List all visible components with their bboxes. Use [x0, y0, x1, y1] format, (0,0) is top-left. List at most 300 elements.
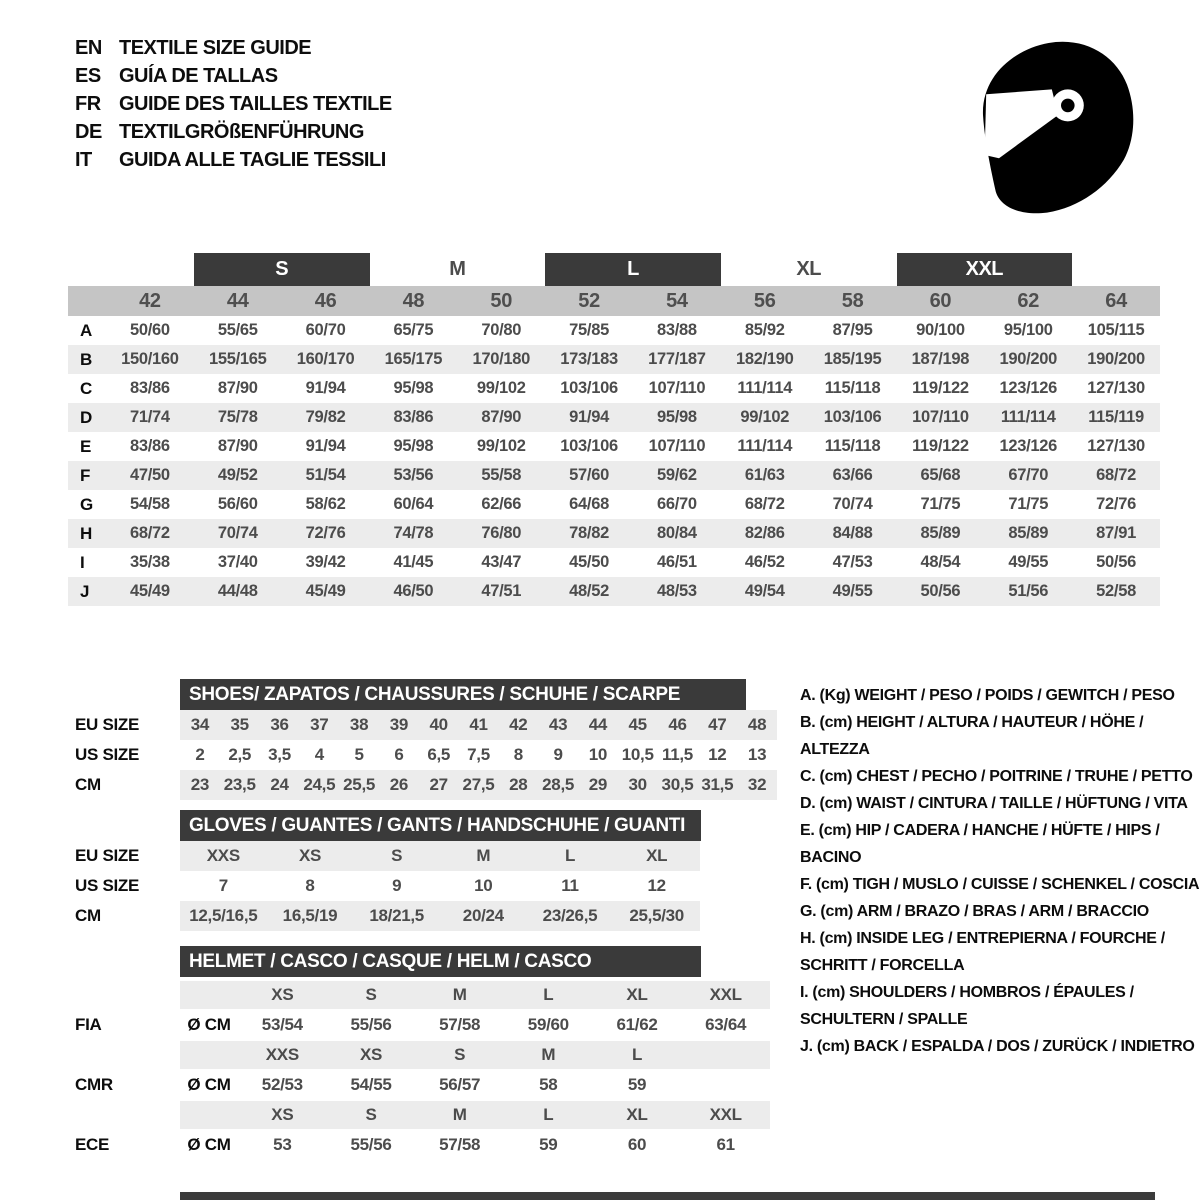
measure-value: 50/56	[920, 582, 961, 600]
measure-value: 55/58	[481, 466, 522, 484]
helmet-size: XS	[271, 1105, 294, 1124]
numeric-size: 44	[226, 289, 249, 312]
measure-value: 56/60	[217, 495, 258, 513]
helmet-value: 57/58	[439, 1135, 481, 1154]
measure-value: 115/118	[824, 437, 881, 455]
measure-value: 182/190	[735, 350, 794, 368]
measure-value: 59/62	[657, 466, 697, 484]
helmet-value: 63/64	[705, 1015, 747, 1034]
size-value: 23	[190, 775, 210, 794]
helmet-cmr-sizes-row	[180, 1041, 770, 1069]
measure-value: 83/86	[130, 379, 170, 397]
size-value: 38	[349, 715, 369, 734]
size-value: 25,5	[343, 775, 376, 794]
size-group-xl: XL	[796, 258, 821, 280]
measure-row-letter: B	[80, 349, 93, 369]
measure-value: 99/102	[476, 379, 526, 397]
size-value: 28	[509, 775, 528, 794]
legend-item: J. (cm) BACK / ESPALDA / DOS / ZURÜCK / INDIETRO	[800, 1038, 1195, 1055]
helmet-value: 52/53	[261, 1075, 303, 1094]
size-value: 44	[588, 715, 608, 734]
numeric-size: 48	[402, 289, 425, 312]
measure-value: 103/106	[560, 437, 618, 455]
measure-value: 87/95	[832, 321, 873, 339]
measure-value: 150/160	[121, 350, 179, 368]
measure-value: 70/74	[217, 524, 258, 542]
language-title: GUIDE DES TAILLES TEXTILE	[119, 92, 392, 115]
measure-value: 46/51	[657, 553, 697, 571]
measure-value: 91/94	[305, 437, 346, 455]
measure-value: 103/106	[823, 408, 882, 426]
measure-value: 51/54	[305, 466, 346, 484]
helmet-size: XL	[626, 985, 648, 1004]
measure-value: 70/80	[481, 321, 522, 339]
helmet-sizes-spacer	[180, 981, 238, 1009]
measure-value: 47/50	[130, 466, 170, 484]
size-value: 27,5	[462, 775, 495, 794]
measure-value: 62/66	[481, 495, 522, 513]
measure-value: 91/94	[569, 408, 609, 426]
size-value: 31,5	[701, 775, 734, 794]
size-value: 8	[305, 876, 315, 895]
measure-value: 49/52	[217, 466, 258, 484]
size-value: 35	[230, 715, 249, 734]
size-value: 36	[270, 715, 289, 734]
language-code: ES	[75, 64, 101, 87]
gloves-eu-size-row	[180, 841, 700, 871]
legend-item: A. (Kg) WEIGHT / PESO / POIDS / GEWITCH / PESO	[800, 687, 1175, 704]
measure-value: 49/55	[1008, 553, 1049, 571]
numeric-size: 42	[139, 289, 161, 312]
measure-value: 84/88	[832, 524, 873, 542]
size-value: 7	[218, 876, 228, 895]
helmet-value: 60	[627, 1135, 647, 1154]
size-value: 23/26,5	[542, 906, 598, 925]
size-value: 37	[310, 715, 329, 734]
helmet-ece-sizes-row	[180, 1101, 770, 1129]
shoes-eu-size-label: EU SIZE	[75, 715, 140, 734]
size-value: 46	[668, 715, 687, 734]
measure-value: 111/114	[1000, 408, 1056, 426]
measure-value: 65/68	[920, 466, 961, 484]
language-row	[75, 146, 392, 174]
helmet-cmr-values-row	[180, 1069, 770, 1101]
shoes-section-title: SHOES/ ZAPATOS / CHAUSSURES / SCHUHE / SCARPE	[180, 679, 746, 710]
size-group-header-row	[68, 253, 1160, 286]
measure-value: 107/110	[648, 437, 706, 455]
size-value: 13	[747, 745, 767, 764]
measure-row-c	[68, 374, 1160, 403]
helmet-value: 57/58	[439, 1015, 481, 1034]
language-row	[75, 118, 392, 146]
size-value: 27	[429, 775, 448, 794]
measure-value: 87/90	[481, 408, 522, 426]
size-group-m: M	[449, 258, 466, 280]
helmet-value: 59	[539, 1135, 558, 1154]
measure-value: 43/47	[481, 553, 522, 571]
measure-value: 190/200	[999, 350, 1058, 368]
helmet-size: XXS	[265, 1045, 299, 1064]
helmet-size: XS	[359, 1045, 383, 1064]
measure-value: 119/122	[912, 379, 969, 397]
helmet-value: 55/56	[350, 1135, 392, 1154]
measure-row-letter: H	[80, 523, 93, 543]
measure-value: 85/89	[1008, 524, 1049, 542]
helmet-standard-cmr-label: CMR	[75, 1075, 113, 1094]
measure-value: 190/200	[1087, 350, 1145, 368]
helmet-ece-values-row	[180, 1129, 770, 1161]
helmet-value: 59	[627, 1075, 647, 1094]
helmet-size: XS	[271, 985, 294, 1004]
size-value: 30,5	[661, 775, 694, 794]
language-code: FR	[75, 92, 101, 115]
measure-value: 83/88	[657, 321, 697, 339]
helmet-standard-ece-label: ECE	[75, 1135, 110, 1154]
measure-value: 46/52	[744, 553, 785, 571]
measure-value: 83/86	[130, 437, 170, 455]
numeric-size: 62	[1017, 289, 1040, 312]
legend-item: B. (cm) HEIGHT / ALTURA / HAUTEUR / HÖHE / ALTEZZA	[800, 714, 1144, 758]
measurement-legend	[800, 682, 1200, 1060]
measure-row-g	[68, 490, 1160, 519]
measure-value: 45/50	[569, 553, 609, 571]
helmet-size: M	[541, 1045, 556, 1064]
size-value: 8	[513, 745, 523, 764]
size-value: 3,5	[268, 745, 291, 764]
numeric-size: 64	[1105, 289, 1127, 312]
measure-value: 165/175	[384, 350, 443, 368]
numeric-size: 52	[578, 289, 600, 312]
helmet-fia-sizes-row	[180, 981, 770, 1009]
gloves-us-size-row	[180, 871, 700, 901]
measure-value: 72/76	[305, 524, 346, 542]
helmet-size: L	[543, 1105, 554, 1124]
measure-value: 177/187	[648, 350, 706, 368]
size-value: 4	[314, 745, 324, 764]
helmet-size: S	[454, 1045, 466, 1064]
measure-row-letter: G	[80, 494, 94, 514]
measure-value: 60/70	[305, 321, 346, 339]
measure-row-i	[68, 548, 1160, 577]
language-code: DE	[75, 120, 102, 143]
measure-value: 71/75	[920, 495, 961, 513]
measure-value: 187/198	[911, 350, 970, 368]
size-value: 47	[708, 715, 727, 734]
measure-value: 170/180	[472, 350, 531, 368]
measure-value: 41/45	[393, 553, 434, 571]
size-group-xxl: XXL	[897, 253, 1073, 286]
racing-helmet-icon	[975, 38, 1135, 218]
measure-row-j	[68, 577, 1160, 606]
numeric-size: 46	[314, 289, 337, 312]
measure-value: 123/126	[999, 379, 1058, 397]
helmet-sizes-spacer	[180, 1041, 238, 1069]
size-value: 45	[628, 715, 647, 734]
legend-item: H. (cm) INSIDE LEG / ENTREPIERNA / FOURCHE / SCHRITT / FORCELLA	[800, 930, 1165, 974]
numeric-size-header-row	[68, 286, 1160, 316]
measure-value: 95/98	[657, 408, 697, 426]
size-value: 5	[354, 745, 364, 764]
language-code: EN	[75, 36, 102, 59]
measure-value: 76/80	[481, 524, 522, 542]
helmet-value	[681, 1069, 770, 1101]
measure-value: 79/82	[305, 408, 346, 426]
measure-value: 64/68	[569, 495, 609, 513]
helmet-sizes-spacer	[180, 1101, 238, 1129]
gloves-eu-size-label: EU SIZE	[75, 846, 140, 865]
measure-value: 78/82	[569, 524, 609, 542]
size-value: 24,5	[303, 775, 336, 794]
size-value: XXS	[206, 846, 240, 865]
measure-value: 115/119	[1088, 408, 1144, 426]
size-value: 32	[747, 775, 767, 794]
helmet-value: 61	[716, 1135, 735, 1154]
measure-value: 53/56	[393, 466, 434, 484]
measure-value: 57/60	[569, 466, 609, 484]
measure-value: 47/53	[832, 553, 873, 571]
helmet-value: 53/54	[261, 1015, 303, 1034]
size-value: 41	[469, 715, 488, 734]
measure-row-d	[68, 403, 1160, 432]
shoes-eu-size-row	[180, 710, 777, 740]
measure-value: 68/72	[1096, 466, 1136, 484]
measure-value: 82/86	[744, 524, 785, 542]
legend-item: G. (cm) ARM / BRAZO / BRAS / ARM / BRACCIO	[800, 903, 1149, 920]
size-value: 10	[588, 745, 608, 764]
textile-size-table	[68, 253, 1160, 606]
measure-value: 127/130	[1087, 379, 1145, 397]
language-row	[75, 90, 392, 118]
measure-row-h	[68, 519, 1160, 548]
size-value: 16,5/19	[282, 906, 338, 925]
helmet-size: XL	[626, 1105, 648, 1124]
measure-row-letter: C	[80, 378, 93, 398]
size-value: S	[391, 846, 403, 865]
measure-value: 75/85	[569, 321, 609, 339]
measure-row-a	[68, 316, 1160, 345]
helmet-size: XXL	[709, 1105, 742, 1124]
measure-row-e	[68, 432, 1160, 461]
measure-value: 85/89	[920, 524, 961, 542]
measure-row-letter: E	[80, 436, 92, 456]
shoes-cm-row	[180, 770, 777, 800]
shoes-cm-label: CM	[75, 775, 101, 794]
measure-value: 87/90	[217, 437, 258, 455]
size-value: 11	[561, 876, 579, 895]
size-value: M	[476, 846, 491, 865]
size-value: 34	[190, 715, 210, 734]
measure-value: 49/55	[832, 582, 873, 600]
measure-value: 39/42	[305, 553, 346, 571]
measure-value: 95/98	[393, 437, 434, 455]
numeric-row-spacer	[68, 286, 106, 316]
measure-value: 71/74	[130, 408, 170, 426]
shoes-us-size-row	[180, 740, 777, 770]
measure-value: 105/115	[1087, 321, 1145, 339]
shoes-us-size-label: US SIZE	[75, 745, 140, 764]
measure-value: 74/78	[393, 524, 434, 542]
measure-value: 72/76	[1096, 495, 1136, 513]
measure-value: 54/58	[130, 495, 170, 513]
measure-value: 87/90	[217, 379, 258, 397]
measure-value: 48/52	[569, 582, 609, 600]
measure-row-b	[68, 345, 1160, 374]
measure-value: 83/86	[393, 408, 434, 426]
size-value: 40	[429, 715, 448, 734]
size-value: 26	[389, 775, 409, 794]
measure-value: 35/38	[130, 553, 170, 571]
size-value: 12	[647, 876, 666, 895]
measure-value: 68/72	[744, 495, 785, 513]
size-value: 30	[628, 775, 647, 794]
helmet-unit-label: Ø CM	[187, 1135, 231, 1154]
measure-value: 115/118	[824, 379, 881, 397]
measure-value: 60/64	[393, 495, 434, 513]
gloves-cm-row	[180, 901, 700, 931]
helmet-value: 55/56	[350, 1015, 392, 1034]
size-value: 25,5/30	[629, 906, 684, 925]
measure-row-letter: J	[80, 581, 90, 601]
measure-value: 80/84	[657, 524, 697, 542]
helmet-size: L	[543, 985, 554, 1004]
size-value: L	[564, 846, 576, 865]
size-value: 48	[747, 715, 767, 734]
size-value: 23,5	[223, 775, 256, 794]
size-value: 39	[389, 715, 409, 734]
helmet-size	[681, 1041, 770, 1069]
language-title-list	[75, 34, 392, 174]
language-title: TEXTILGRÖßENFÜHRUNG	[119, 120, 364, 143]
measure-value: 127/130	[1087, 437, 1145, 455]
measure-value: 87/91	[1096, 524, 1136, 542]
measure-value: 48/53	[657, 582, 697, 600]
measure-value: 66/70	[657, 495, 697, 513]
numeric-size: 60	[929, 289, 952, 312]
size-value: 18/21,5	[369, 906, 424, 925]
measure-value: 46/50	[393, 582, 434, 600]
measure-value: 45/49	[130, 582, 170, 600]
measure-value: 107/110	[648, 379, 706, 397]
measure-value: 63/66	[832, 466, 873, 484]
helmet-value: 61/62	[616, 1015, 658, 1034]
measure-value: 95/100	[1003, 321, 1053, 339]
measure-row-letter: A	[80, 320, 93, 340]
measure-value: 65/75	[393, 321, 434, 339]
legend-item: D. (cm) WAIST / CINTURA / TAILLE / HÜFTUNG / VITA	[800, 795, 1188, 812]
measure-value: 58/62	[305, 495, 346, 513]
size-group-l: L	[545, 253, 721, 286]
helmet-value: 56/57	[439, 1075, 481, 1094]
gloves-cm-label: CM	[75, 906, 101, 925]
measure-row-letter: I	[80, 552, 85, 572]
measure-value: 50/60	[130, 321, 170, 339]
size-value: 28,5	[542, 775, 575, 794]
measure-value: 160/170	[296, 350, 355, 368]
helmet-size: L	[631, 1045, 643, 1064]
legend-item: E. (cm) HIP / CADERA / HANCHE / HÜFTE / HIPS / BACINO	[800, 822, 1160, 866]
size-value: 43	[548, 715, 568, 734]
numeric-size: 58	[841, 289, 864, 312]
measure-value: 119/122	[912, 437, 969, 455]
helmet-size: S	[365, 985, 377, 1004]
measure-value: 44/48	[217, 582, 258, 600]
measure-value: 50/56	[1096, 553, 1136, 571]
measure-value: 95/98	[393, 379, 434, 397]
measure-value: 49/54	[744, 582, 785, 600]
measure-value: 70/74	[832, 495, 873, 513]
helmet-value: 54/55	[350, 1075, 392, 1094]
helmet-unit-label: Ø CM	[187, 1015, 231, 1034]
numeric-size: 54	[666, 289, 688, 312]
measure-value: 155/165	[208, 350, 267, 368]
size-value: 7,5	[467, 745, 490, 764]
measure-value: 85/92	[744, 321, 785, 339]
measure-value: 47/51	[481, 582, 522, 600]
legend-item: F. (cm) TIGH / MUSLO / CUISSE / SCHENKEL / COSCIA	[800, 876, 1200, 893]
measure-row-letter: F	[80, 465, 91, 485]
measure-row-f	[68, 461, 1160, 490]
size-value: 10	[474, 876, 493, 895]
measure-value: 99/102	[740, 408, 790, 426]
language-title: GUIDA ALLE TAGLIE TESSILI	[119, 148, 386, 171]
measure-value: 48/54	[920, 553, 961, 571]
size-value: 42	[509, 715, 528, 734]
measure-value: 107/110	[912, 408, 969, 426]
helmet-standard-fia-label: FIA	[75, 1015, 102, 1034]
language-row	[75, 62, 392, 90]
measure-value: 91/94	[305, 379, 346, 397]
helmet-unit-label: Ø CM	[187, 1075, 231, 1094]
language-title: GUÍA DE TALLAS	[119, 64, 278, 87]
numeric-size: 56	[753, 289, 776, 312]
language-row	[75, 34, 392, 62]
size-group-s: S	[194, 253, 370, 286]
measure-value: 67/70	[1008, 466, 1049, 484]
measure-value: 111/114	[737, 437, 793, 455]
helmet-size: M	[452, 985, 467, 1004]
numeric-size: 50	[490, 289, 513, 312]
gloves-us-size-label: US SIZE	[75, 876, 140, 895]
measure-value: 55/65	[217, 321, 258, 339]
legend-item: C. (cm) CHEST / PECHO / POITRINE / TRUHE / PETTO	[800, 768, 1193, 785]
measure-row-letter: D	[80, 407, 93, 427]
helmet-size: M	[452, 1105, 467, 1124]
size-value: 10,5	[621, 745, 654, 764]
measure-value: 51/56	[1008, 582, 1049, 600]
measure-value: 123/126	[999, 437, 1058, 455]
measure-value: 37/40	[217, 553, 258, 571]
helmet-size: XXL	[709, 985, 742, 1004]
gloves-section-title: GLOVES / GUANTES / GANTS / HANDSCHUHE / GUANTI	[180, 810, 701, 841]
measure-rows	[68, 316, 1160, 606]
size-value: 24	[270, 775, 289, 794]
helmet-value: 53	[273, 1135, 292, 1154]
size-value: 20/24	[462, 906, 504, 925]
measure-value: 71/75	[1008, 495, 1049, 513]
measure-value: 90/100	[916, 321, 965, 339]
measure-value: 52/58	[1096, 582, 1136, 600]
bottom-divider-bar	[180, 1192, 1155, 1200]
measure-value: 68/72	[130, 524, 170, 542]
measure-value: 173/183	[560, 350, 618, 368]
legend-item: I. (cm) SHOULDERS / HOMBROS / ÉPAULES / SCHULTERN / SPALLE	[800, 984, 1134, 1028]
size-value: XS	[298, 846, 322, 865]
size-value: 9	[392, 876, 402, 895]
measure-value: 45/49	[305, 582, 346, 600]
size-value: 12	[708, 745, 727, 764]
size-value: XL	[646, 846, 668, 865]
size-value: 29	[588, 775, 608, 794]
